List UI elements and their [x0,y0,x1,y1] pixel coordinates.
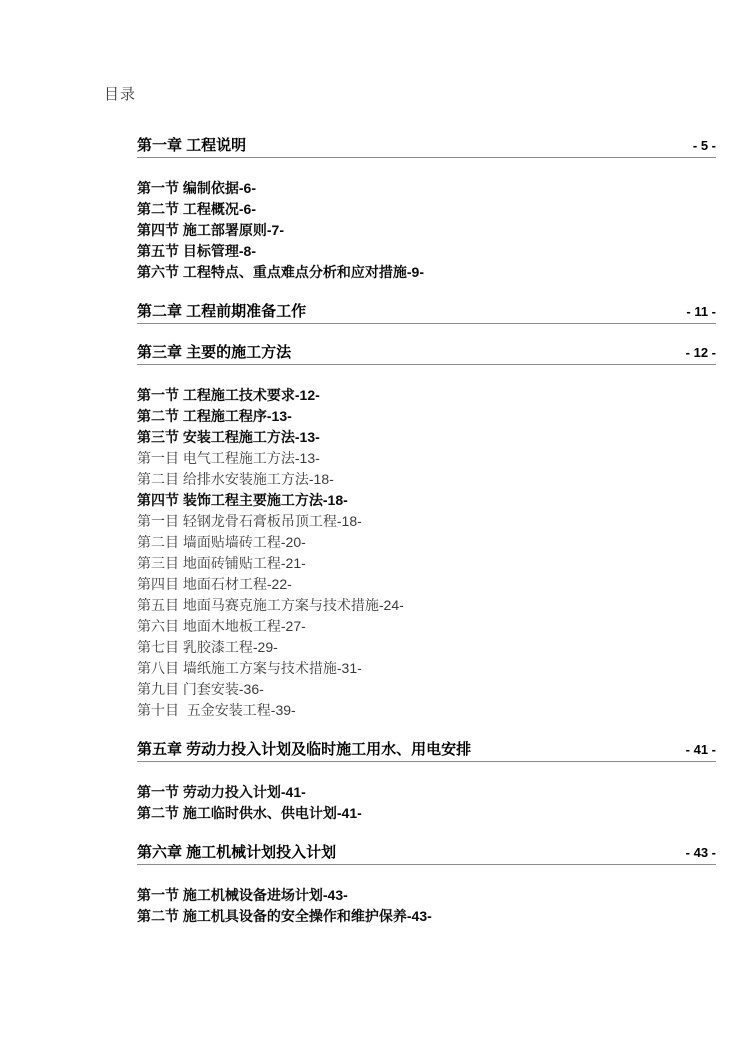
toc-chapter-page-number: - 11 - [686,304,716,319]
toc-section-entry: 第四节 装饰工程主要施工方法-18- [137,492,348,508]
toc-section-entry: 第五节 目标管理-8- [137,243,256,259]
toc-item-entry: 第七目 乳胶漆工程-29- [137,639,278,655]
toc-item-entry: 第八目 墙纸施工方案与技术措施-31- [137,660,362,676]
toc-item-entry: 第一目 电气工程施工方法-13- [137,450,320,466]
toc-item-entry: 第九目 门套安装-36- [137,681,264,697]
toc-item-entry: 第一目 轻钢龙骨石膏板吊顶工程-18- [137,513,362,529]
toc-section-entry: 第二节 施工临时供水、供电计划-41- [137,805,362,821]
toc-chapter-page-number: - 12 - [685,345,716,360]
toc-chapter-group [137,844,716,927]
toc-chapter-group [137,741,716,824]
toc-chapter-entry [137,303,716,324]
toc-title: 目录 [104,86,137,103]
toc-item-entry: 第四目 地面石材工程-22- [137,576,292,592]
toc-chapter-entry [137,741,716,762]
toc-chapter-label: 第六章 施工机械计划投入计划 [137,844,337,861]
toc-chapter-entry [137,137,716,158]
table-of-contents [137,137,716,927]
toc-item-entry: 第六目 地面木地板工程-27- [137,618,306,634]
toc-item-entry: 第三目 地面砖铺贴工程-21- [137,555,306,571]
toc-chapter-page-number: - 43 - [685,845,716,860]
toc-item-entry: 第二目 墙面贴墙砖工程-20- [137,534,306,550]
toc-chapter-group [137,137,716,283]
toc-item-entry: 第二目 给排水安装施工方法-18- [137,471,334,487]
toc-chapter-group [137,344,716,721]
toc-chapter-page-number: - 41 - [685,742,716,757]
toc-section-entry: 第一节 施工机械设备进场计划-43- [137,887,348,903]
toc-chapter-label: 第五章 劳动力投入计划及临时施工用水、用电安排 [137,741,472,758]
toc-chapter-group [137,303,716,324]
toc-section-entry: 第一节 劳动力投入计划-41- [137,784,306,800]
toc-chapter-entry [137,344,716,365]
toc-section-entry: 第六节 工程特点、重点难点分析和应对措施-9- [137,264,424,280]
toc-chapter-label: 第一章 工程说明 [137,137,247,154]
toc-section-entry: 第一节 编制依据-6- [137,180,256,196]
toc-section-entry: 第二节 工程概况-6- [137,201,256,217]
toc-item-entry: 第十目 五金安装工程-39- [137,702,296,718]
toc-item-entry: 第五目 地面马赛克施工方案与技术措施-24- [137,597,404,613]
toc-section-entry: 第四节 施工部署原则-7- [137,222,284,238]
toc-chapter-entry [137,844,716,865]
toc-chapter-label: 第三章 主要的施工方法 [137,344,292,361]
toc-chapter-label: 第二章 工程前期准备工作 [137,303,307,320]
toc-section-entry: 第二节 施工机具设备的安全操作和维护保养-43- [137,908,432,924]
toc-section-entry: 第三节 安装工程施工方法-13- [137,429,320,445]
toc-chapter-page-number: - 5 - [692,138,716,153]
toc-section-entry: 第二节 工程施工程序-13- [137,408,292,424]
toc-section-entry: 第一节 工程施工技术要求-12- [137,387,320,403]
